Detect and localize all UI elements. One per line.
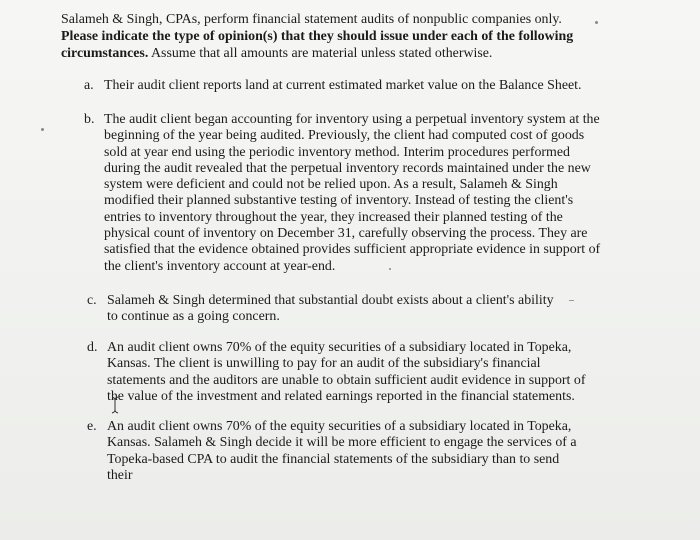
text-cursor-icon: [111, 396, 119, 414]
item-text-c: Salameh & Singh determined that substantial doubt exists about a client's ability to continue as a going concern.: [107, 293, 554, 325]
intro-instruction: Please indicate the type of opinion(s) that they should issue under each of the following circumstances.: [61, 29, 574, 61]
intro-paragraph: [61, 11, 621, 62]
item-marker-a: a.: [84, 78, 94, 93]
item-marker-b: b.: [84, 112, 95, 127]
intro-assumption: Assume that all amounts are material unless stated otherwise.: [148, 46, 493, 61]
item-marker-e: e.: [87, 419, 97, 434]
item-text-d: An audit client owns 70% of the equity securities of a subsidiary located in Topeka, Kansas. The client is unwilling to pay for an audit of the subsidiary's financial statements and the auditors are unable to obtain sufficient audit evidence in support of the value of the investment and related earnings reported in the financial statements.: [107, 340, 586, 404]
item-marker-c: c.: [87, 293, 97, 308]
item-text-e: An audit client owns 70% of the equity securities of a subsidiary located in Topeka, Kansas. Salameh & Singh decide it will be more efficient to engage the services of a Topeka-based CPA to audit the financial statements of the subsidiary than to send their: [107, 419, 577, 483]
stray-dot-mark: [41, 128, 44, 131]
intro-line-1: Salameh & Singh, CPAs, perform financial statement audits of nonpublic companies only.: [61, 12, 562, 27]
stray-dash-mark: [569, 300, 574, 301]
item-text-b: The audit client began accounting for inventory using a perpetual inventory system at the beginning of the year being audited. Previously, the client had computed cost of goods sold at year end using the periodic inventory method. Interim procedures performed during the audit revealed that the perpetual inventory records maintained under the new system were deficient and could not be relied upon. As a result, Salameh & Singh modified their planned substantive testing of inventory. Instead of testing the client's entries to inventory throughout the year, they increased their planned testing of the physical count of inventory on December 31, carefully observing the process. They are satisfied that the evidence obtained provides sufficient appropriate evidence in support of the client's inventory account at year-end.: [104, 112, 601, 274]
stray-dot-mark: [595, 21, 598, 24]
stray-dot-mark: [389, 268, 391, 270]
item-marker-d: d.: [87, 340, 98, 355]
item-text-a: Their audit client reports land at current estimated market value on the Balance Sheet.: [104, 78, 582, 93]
